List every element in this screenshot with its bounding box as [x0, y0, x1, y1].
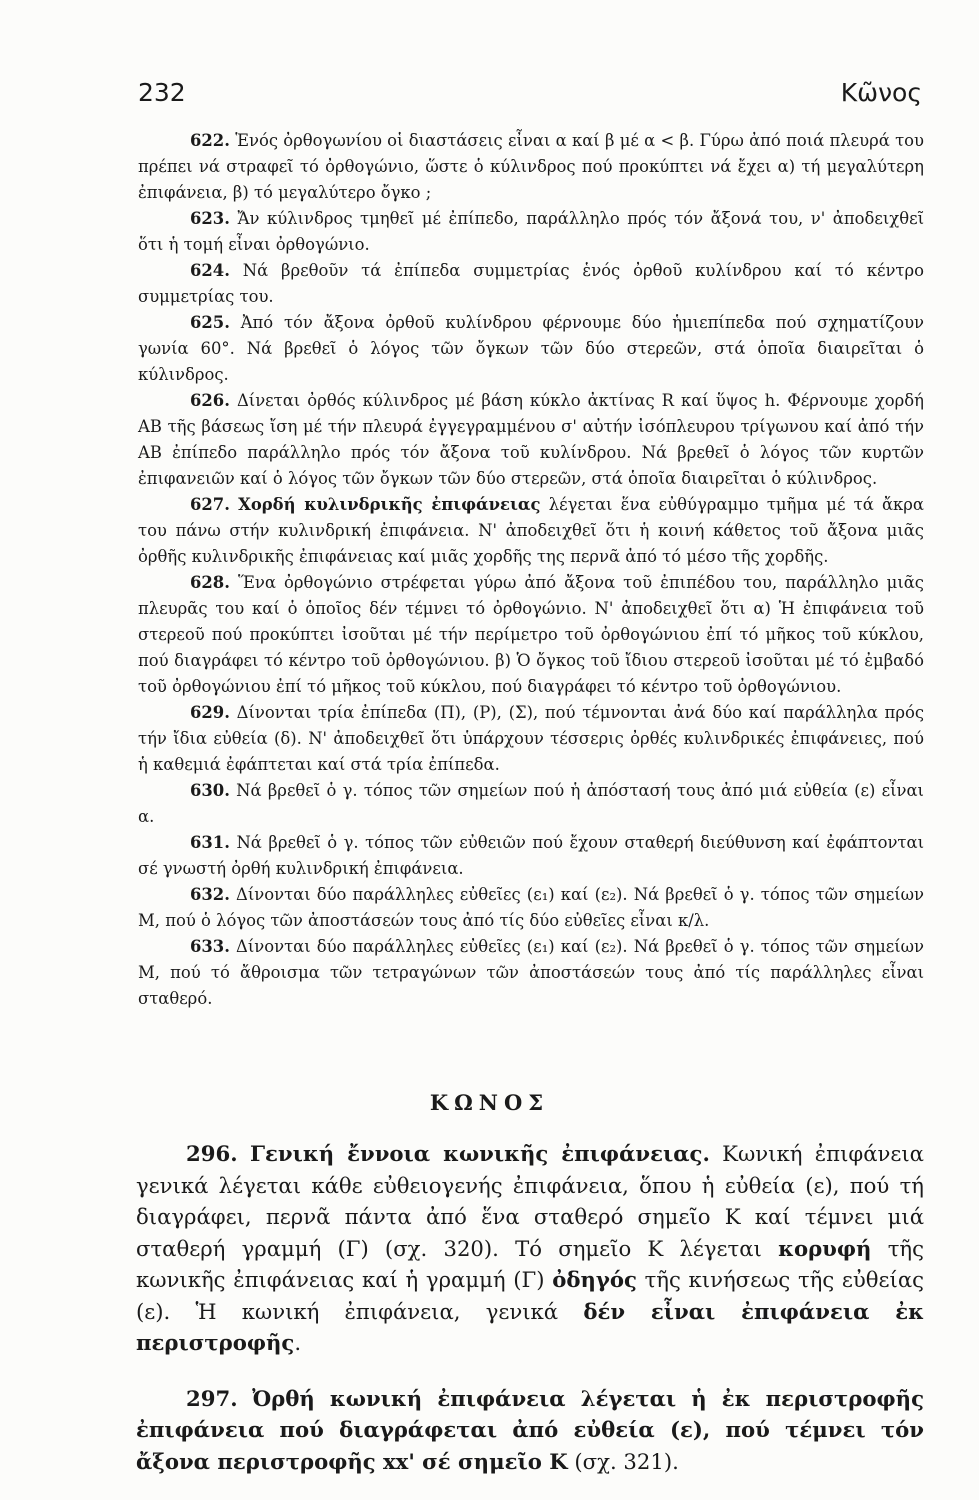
theory-section [136, 1138, 924, 1500]
exercise-number: 633. [190, 937, 230, 956]
paragraph-number: 297. [186, 1385, 238, 1411]
exercise-number: 628. [190, 573, 230, 592]
exercise-625 [138, 310, 924, 388]
term-directrix: ὀδηγός [552, 1267, 637, 1292]
exercise-text: Δίνονται δύο παράλληλες εὐθεῖες (ε₁) καί (ε₂). Νά βρεθεῖ ὁ γ. τόπος τῶν σημείων Μ, πού ὁ λόγος τῶν ἀποστάσεών τους ἀπό τίς δύο εὐθεῖες εἶναι κ/λ. [138, 885, 924, 930]
term-vertex: κορυφή [778, 1235, 872, 1261]
exercise-632 [138, 882, 924, 934]
paragraph-296 [136, 1138, 924, 1359]
exercise-623 [138, 206, 924, 258]
exercise-text: Νά βρεθεῖ ὁ γ. τόπος τῶν εὐθειῶν πού ἔχουν σταθερή διεύθυνση καί ἐφάπτονται σέ γνωστή ὀρθή κυλινδρική ἐπιφάνεια. [138, 833, 924, 878]
exercise-number: 625. [190, 313, 230, 332]
exercise-number: 631. [190, 833, 230, 852]
exercise-text: Ἀπό τόν ἄξονα ὀρθοῦ κυλίνδρου φέρνουμε δύο ἡμιεπίπεδα πού σχηματίζουν γωνία 60°. Νά βρεθεῖ ὁ λόγος τῶν ὄγκων τῶν δύο στερεῶν, στά ὁποῖα διαιρεῖται ὁ κύλινδρος. [138, 313, 925, 384]
exercise-text: Δίνονται τρία ἐπίπεδα (Π), (Ρ), (Σ), πού τέμνονται ἀνά δύο καί παράλληλα πρός τήν ἴδια εὐθεία (δ). Ν' ἀποδειχθεῖ ὅτι ὑπάρχουν τέσσερις ὀρθές κυλινδρικές ἐπιφάνειες, πού ἡ καθεμιά ἐφάπτεται καί στά τρία ἐπίπεδα. [138, 703, 925, 774]
page-number: 232 [138, 78, 186, 107]
exercise-text: Νά βρεθεῖ ὁ γ. τόπος τῶν σημείων πού ἡ ἀπόστασή τους ἀπό μιά εὐθεία (ε) εἶναι α. [138, 781, 924, 826]
paragraph-text: . [294, 1330, 302, 1355]
exercise-628 [138, 570, 924, 700]
exercise-text: Δίνεται ὀρθός κύλινδρος μέ βάση κύκλο ἀκτίνας R καί ὕψος h. Φέρνουμε χορδή ΑΒ τῆς βάσεως ἴση μέ τήν πλευρά ἐγγεγραμμένου σ' αὐτήν ἰσόπλευρου τρίγωνου καί ἀπό τήν ΑΒ ἐπίπεδο παράλληλο πρός τόν ἄξονα τοῦ κυλίνδρου. Νά βρεθεῖ ὁ λόγος τῶν κυρτῶν ἐπιφανειῶν καί ὁ λόγος τῶν ὄγκων τῶν δύο στερεῶν, στά ὁποῖα διαιρεῖται ὁ κύλινδρος. [138, 391, 924, 488]
exercise-number: 630. [190, 781, 230, 800]
exercise-number: 627. [190, 495, 230, 514]
section-title: ΚΩΝΟΣ [429, 1090, 550, 1115]
exercise-text: Ἄν κύλινδρος τμηθεῖ μέ ἐπίπεδο, παράλληλο πρός τόν ἄξονά του, ν' ἀποδειχθεῖ ὅτι ἡ τομή εἶναι ὀρθογώνιο. [138, 209, 924, 254]
exercise-631 [138, 830, 924, 882]
page-header [138, 78, 922, 118]
paragraph-text: τῆς κινήσεως τῆς εὐθείας (ε). Ἡ κωνική ἐπιφάνεια, γενικά [136, 1267, 924, 1324]
exercise-624 [138, 258, 924, 310]
paragraph-text: τῆς κωνικῆς ἐπιφάνειας καί ἡ γραμμή (Γ) [136, 1235, 924, 1292]
exercise-text: Ἕνα ὀρθογώνιο στρέφεται γύρω ἀπό ἄξονα τοῦ ἐπιπέδου του, παράλληλο μιᾶς πλευρᾶς του καί ὁ ὁποῖος δέν τέμνει τό ὀρθογώνιο. Ν' ἀποδειχθεῖ ὅτι α) Ἡ ἐπιφάνεια τοῦ στερεοῦ πού προκύπτει ἰσοῦται μέ τήν περίμετρο τοῦ ὀρθογώνιου ἐπί τό μῆκος τοῦ κύκλου, πού διαγράφει τό κέντρο τοῦ ὀρθογώνιου. β) Ὁ ὄγκος τοῦ ἴδιου στερεοῦ ἰσοῦται μέ τό ἐμβαδό τοῦ ὀρθογώνιου ἐπί τό μῆκος τοῦ κύκλου, πού διαγράφει τό κέντρο τοῦ ὀρθογώνιου. [138, 573, 924, 696]
exercise-number: 623. [190, 209, 230, 228]
paragraph-297 [136, 1383, 924, 1478]
paragraph-text: Κωνική ἐπιφάνεια γενικά λέγεται κάθε εὐθειογενής ἐπιφάνεια, ὅπου ἡ εὐθεία (ε), πού τή διαγράφει, περνᾶ πάντα ἀπό ἕνα σταθερό σημεῖο Κ καί τέμνει μιά σταθερή γραμμή (Γ) (σχ. 320). Τό σημεῖο Κ λέγεται [136, 1141, 924, 1261]
exercise-text: λέγεται ἕνα εὐθύγραμμο τμῆμα μέ τά ἄκρα του πάνω στήν κυλινδρική ἐπιφάνεια. Ν' ἀποδειχθεῖ ὅτι ἡ κοινή κάθετος τοῦ ἄξονα μιᾶς ὀρθῆς κυλινδρικῆς ἐπιφάνειας καί μιᾶς χορδῆς της περνᾶ ἀπό τό μέσο τῆς χορδῆς. [138, 495, 924, 566]
paragraph-definition: Ὀρθή κωνική ἐπιφάνεια λέγεται ἡ ἐκ περιστροφῆς ἐπιφάνεια πού διαγράφεται ἀπό εὐθεία (ε), πού τέμνει τόν ἄξονα περιστροφῆς xx' σέ σημεῖο Κ [136, 1385, 924, 1474]
running-head: Κῶνος [840, 78, 922, 107]
exercise-629 [138, 700, 924, 778]
exercise-number: 626. [190, 391, 230, 410]
exercise-number: 624. [190, 261, 230, 280]
exercise-number: 629. [190, 703, 230, 722]
exercise-number: 632. [190, 885, 230, 904]
exercise-term: Χορδή κυλινδρικῆς ἐπιφάνειας [238, 495, 541, 514]
exercise-list [138, 128, 924, 1012]
term-not-revolution: δέν εἶναι ἐπιφάνεια ἐκ περιστροφῆς [136, 1298, 924, 1355]
exercise-630 [138, 778, 924, 830]
paragraph-number: 296. [186, 1141, 238, 1166]
exercise-text: Νά βρεθοῦν τά ἐπίπεδα συμμετρίας ἑνός ὀρθοῦ κυλίνδρου καί τό κέντρο συμμετρίας του. [138, 261, 924, 306]
exercise-number: 622. [190, 131, 230, 150]
paragraph-heading: Γενική ἔννοια κωνικῆς ἐπιφάνειας. [249, 1141, 710, 1166]
exercise-627 [138, 492, 924, 570]
exercise-text: Δίνονται δύο παράλληλες εὐθεῖες (ε₁) καί (ε₂). Νά βρεθεῖ ὁ γ. τόπος τῶν σημείων Μ, πού τό ἄθροισμα τῶν τετραγώνων τῶν ἀποστάσεών τους ἀπό τίς παράλληλες εἶναι σταθερό. [138, 937, 924, 1008]
paragraph-text: (σχ. 321). [567, 1448, 679, 1474]
exercise-text: Ἑνός ὀρθογωνίου οἱ διαστάσεις εἶναι α καί β μέ α < β. Γύρω ἀπό ποιά πλευρά του πρέπει νά στραφεῖ τό ὀρθογώνιο, ὥστε ὁ κύλινδρος πού προκύπτει νά ἔχει α) τή μεγαλύτερη ἐπιφάνεια, β) τό μεγαλύτερο ὄγκο ; [138, 131, 924, 202]
exercise-626 [138, 388, 924, 492]
exercise-633 [138, 934, 924, 1012]
exercise-622 [138, 128, 924, 206]
